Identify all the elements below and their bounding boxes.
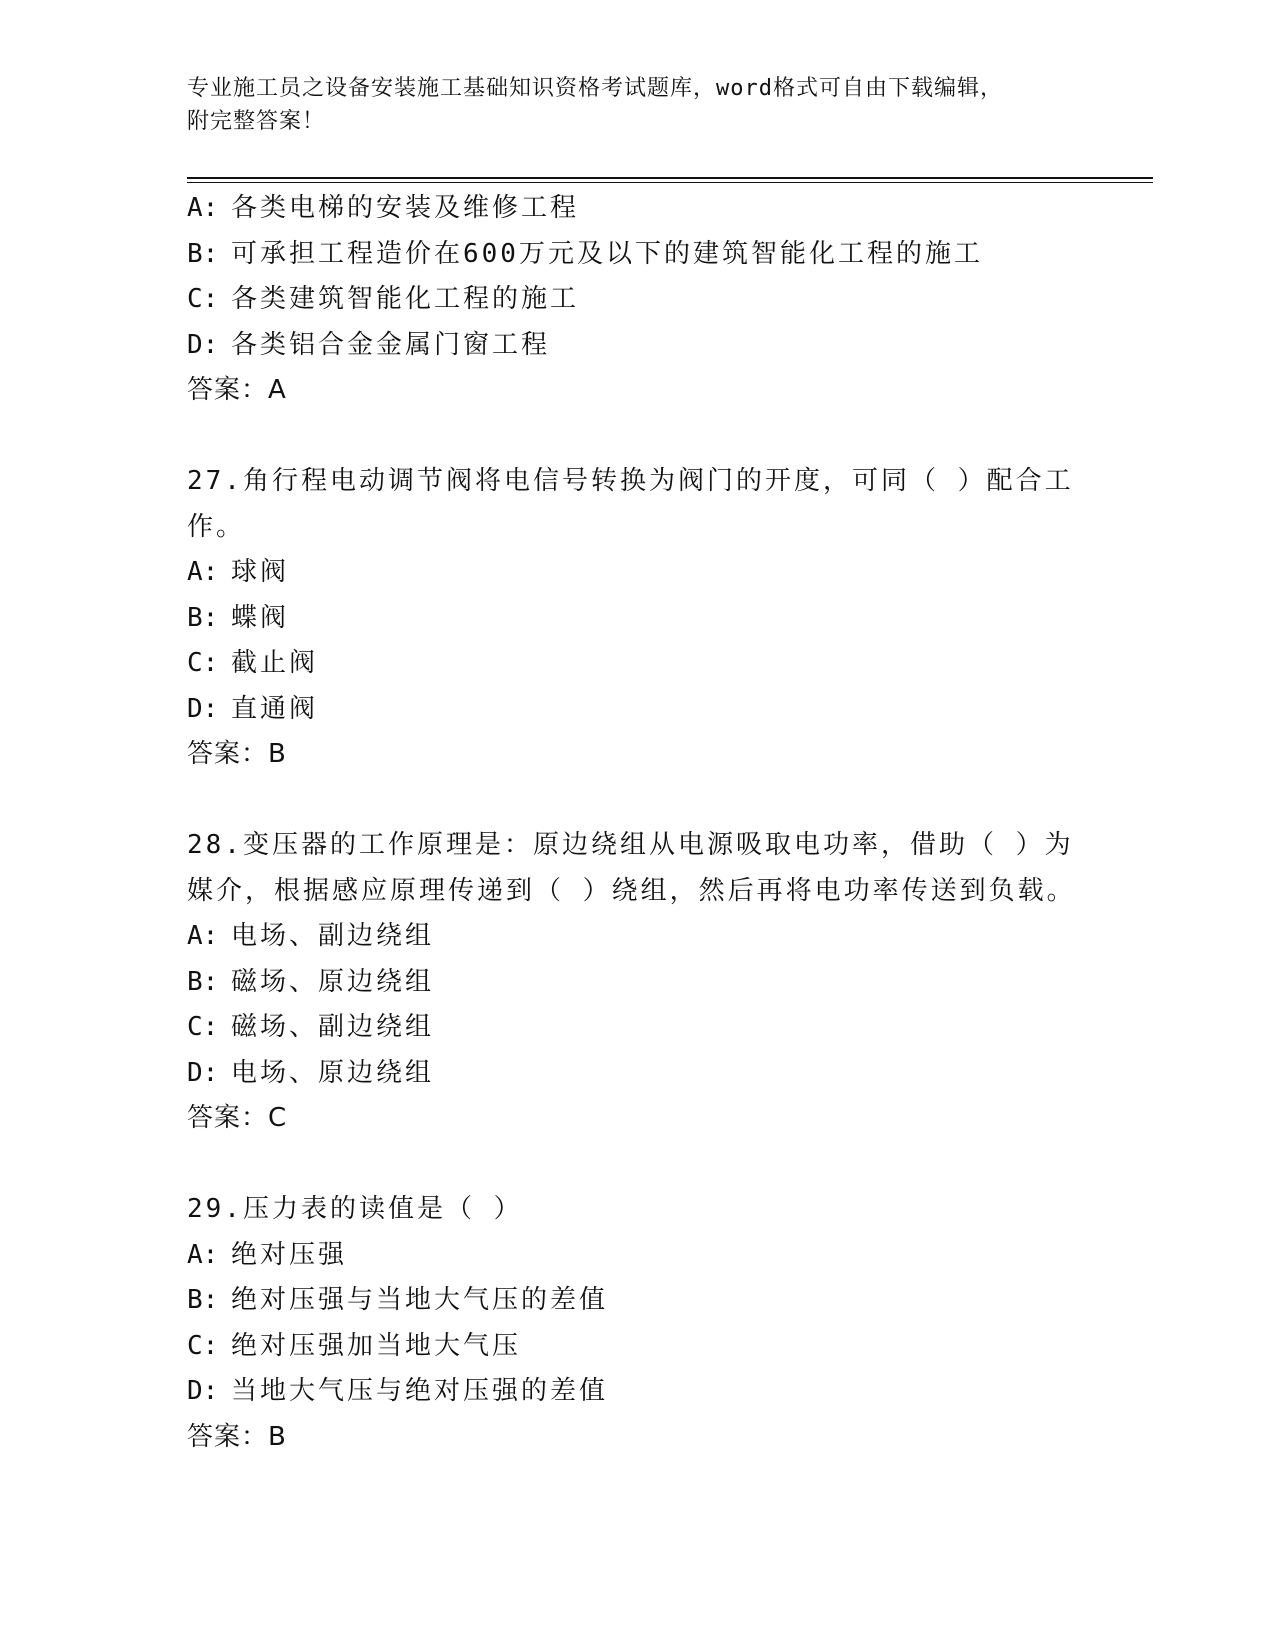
option-c: [187, 1005, 1087, 1051]
option-prefix: A:: [187, 921, 219, 951]
option-prefix: A:: [187, 557, 219, 587]
option-prefix: D:: [187, 1057, 219, 1088]
option-text: 当地大气压与绝对压强的差值: [231, 1376, 609, 1406]
option-text: 各类建筑智能化工程的施工: [231, 284, 580, 314]
option-prefix: D:: [187, 693, 219, 724]
option-prefix: C:: [187, 648, 219, 678]
question-27: [187, 459, 1087, 778]
option-text: 蝶阀: [231, 602, 290, 633]
option-b: [187, 1278, 1087, 1324]
option-prefix: B:: [187, 1285, 219, 1315]
option-prefix: C:: [187, 1012, 219, 1042]
question-text-line: 作。: [187, 511, 246, 542]
option-text: 绝对压强与当地大气压的差值: [231, 1285, 609, 1315]
option-text: 电场、副边绕组: [231, 921, 435, 951]
question-text-line: 29.压力表的读值是（ ）: [187, 1194, 523, 1224]
document-header: [187, 72, 1067, 138]
spacer: [187, 778, 1087, 824]
header-rule-thin: [187, 182, 1153, 183]
option-prefix: B:: [187, 602, 219, 633]
answer-line: 答案：C: [187, 1103, 288, 1133]
option-text: 截止阀: [231, 648, 319, 678]
option-c: [187, 1324, 1087, 1370]
option-text: 球阀: [231, 557, 290, 587]
option-prefix: D:: [187, 329, 219, 360]
question-text-line: 媒介，根据感应原理传递到（ ）绕组，然后再将电功率传送到负载。: [187, 875, 1076, 906]
question-28: [187, 823, 1087, 1142]
header-line-2: 附完整答案！: [187, 109, 326, 134]
answer-line: 答案：B: [187, 1421, 287, 1452]
option-text: 绝对压强加当地大气压: [231, 1330, 522, 1361]
option-text: 可承担工程造价在600万元及以下的建筑智能化工程的施工: [231, 238, 983, 269]
option-a: [187, 550, 1087, 596]
option-prefix: A:: [187, 1239, 219, 1270]
option-b: [187, 232, 1087, 278]
option-prefix: B:: [187, 966, 219, 997]
answer-line: 答案：A: [187, 375, 287, 405]
option-text: 直通阀: [231, 693, 319, 724]
option-text: 绝对压强: [231, 1239, 348, 1270]
option-text: 电场、原边绕组: [231, 1057, 435, 1088]
option-prefix: B:: [187, 238, 219, 269]
question-29: [187, 1187, 1087, 1460]
option-text: 磁场、副边绕组: [231, 1012, 435, 1042]
option-prefix: D:: [187, 1376, 219, 1406]
option-b: [187, 960, 1087, 1006]
option-text: 各类铝合金金属门窗工程: [231, 329, 551, 360]
option-c: [187, 277, 1087, 323]
spacer: [187, 414, 1087, 460]
option-a: [187, 914, 1087, 960]
option-d: [187, 323, 1087, 369]
question-list: [187, 186, 1087, 1460]
option-text: 各类电梯的安装及维修工程: [231, 193, 580, 223]
option-c: [187, 641, 1087, 687]
option-d: [187, 1051, 1087, 1097]
question-text-line: 27.角行程电动调节阀将电信号转换为阀门的开度，可同（ ）配合工: [187, 466, 1074, 496]
option-d: [187, 687, 1087, 733]
header-rule-thick: [187, 177, 1153, 179]
option-a: [187, 1233, 1087, 1279]
option-prefix: C:: [187, 284, 219, 314]
spacer: [187, 1142, 1087, 1188]
answer-line: 答案：B: [187, 739, 287, 769]
option-a: [187, 186, 1087, 232]
option-prefix: A:: [187, 193, 219, 223]
option-text: 磁场、原边绕组: [231, 966, 435, 997]
option-prefix: C:: [187, 1330, 219, 1361]
question-26-continued: [187, 186, 1087, 414]
option-d: [187, 1369, 1087, 1415]
header-line-1: 专业施工员之设备安装施工基础知识资格考试题库，word格式可自由下载编辑，: [187, 76, 1003, 101]
question-text-line: 28.变压器的工作原理是：原边绕组从电源吸取电功率，借助（ ）为: [187, 830, 1074, 860]
option-b: [187, 596, 1087, 642]
